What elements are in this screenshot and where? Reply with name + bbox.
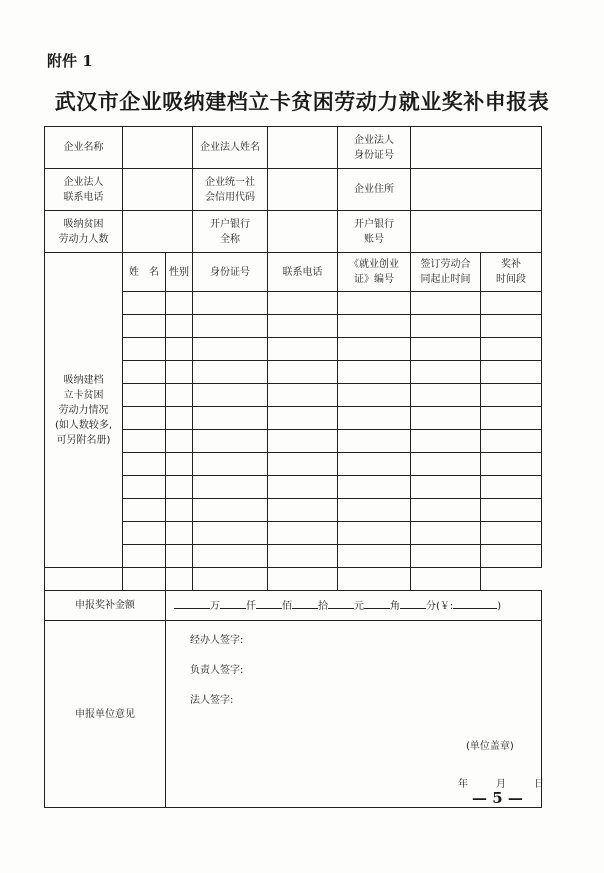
worker-cell[interactable] [268, 453, 338, 476]
blank-total[interactable] [453, 598, 497, 609]
worker-cell[interactable] [268, 315, 338, 338]
worker-cell[interactable] [481, 476, 542, 499]
worker-cell[interactable] [123, 499, 166, 522]
worker-cell[interactable] [123, 430, 166, 453]
worker-cell[interactable] [123, 292, 166, 315]
col-subsidy-period: 奖补 时间段 [481, 253, 542, 292]
worker-cell[interactable] [123, 384, 166, 407]
worker-cell[interactable] [193, 453, 268, 476]
worker-cell[interactable] [338, 545, 411, 568]
worker-cell[interactable] [193, 499, 268, 522]
col-phone: 联系电话 [268, 253, 338, 292]
date-month: 月 [496, 779, 506, 790]
form-title: 武汉市企业吸纳建档立卡贫困劳动力就业奖补申报表 [54, 90, 550, 114]
worker-cell[interactable] [481, 338, 542, 361]
blank-yuan[interactable] [328, 598, 354, 609]
worker-cell[interactable] [411, 453, 481, 476]
worker-cell[interactable] [338, 384, 411, 407]
worker-cell[interactable] [193, 407, 268, 430]
info-row [45, 169, 542, 211]
opinion-row [45, 621, 542, 808]
worker-cell[interactable] [268, 384, 338, 407]
worker-cell[interactable] [481, 315, 542, 338]
worker-cell[interactable] [193, 361, 268, 384]
worker-cell[interactable] [338, 499, 411, 522]
date-day: 日 [534, 779, 544, 790]
legal-person-phone-field[interactable] [123, 169, 193, 211]
col-name: 姓 名 [123, 253, 166, 292]
responsible-signature-label: 负责人签字: [190, 665, 244, 676]
worker-cell[interactable] [338, 568, 411, 591]
blank-fen[interactable] [400, 598, 426, 609]
worker-cell[interactable] [268, 545, 338, 568]
application-form-table [44, 126, 542, 808]
worker-cell[interactable] [411, 407, 481, 430]
worker-cell[interactable] [193, 545, 268, 568]
label-worker-count: 吸纳贫困 劳动力人数 [45, 211, 123, 253]
unit-seal-label: (单位盖章) [466, 741, 514, 752]
worker-cell[interactable] [338, 338, 411, 361]
worker-cell[interactable] [481, 292, 542, 315]
subsidy-amount-field[interactable] [166, 591, 542, 621]
worker-cell[interactable] [481, 430, 542, 453]
worker-cell[interactable] [123, 476, 166, 499]
info-row [45, 127, 542, 169]
worker-cell[interactable] [268, 476, 338, 499]
worker-cell[interactable] [411, 499, 481, 522]
worker-cell[interactable] [166, 522, 193, 545]
worker-cell[interactable] [411, 545, 481, 568]
label-legal-person-name: 企业法人姓名 [193, 127, 268, 169]
worker-cell[interactable] [338, 430, 411, 453]
worker-cell[interactable] [411, 384, 481, 407]
worker-cell[interactable] [338, 315, 411, 338]
worker-cell[interactable] [123, 545, 166, 568]
worker-cell[interactable] [411, 361, 481, 384]
worker-cell[interactable] [193, 338, 268, 361]
blank-jiao[interactable] [364, 598, 390, 609]
unit-bai: 佰 [282, 600, 292, 612]
worker-cell[interactable] [338, 292, 411, 315]
worker-cell[interactable] [338, 453, 411, 476]
label-workers-section: 吸纳建档 立卡贫困 劳动力情况 (如人数较多, 可另附名册) [45, 253, 123, 568]
worker-cell[interactable] [123, 453, 166, 476]
worker-cell[interactable] [166, 430, 193, 453]
worker-cell[interactable] [193, 430, 268, 453]
worker-cell[interactable] [166, 476, 193, 499]
label-legal-person-id: 企业法人 身份证号 [338, 127, 411, 169]
blank-shi[interactable] [292, 598, 318, 609]
worker-cell[interactable] [268, 407, 338, 430]
attachment-label: 附件 1 [47, 52, 93, 70]
worker-cell[interactable] [123, 315, 166, 338]
worker-cell[interactable] [193, 476, 268, 499]
worker-cell[interactable] [268, 361, 338, 384]
legal-person-name-field[interactable] [268, 127, 338, 169]
worker-cell[interactable] [268, 499, 338, 522]
unit-yuan: 元 [354, 600, 364, 612]
worker-cell[interactable] [166, 292, 193, 315]
unit-opinion-area[interactable] [166, 621, 542, 808]
worker-cell[interactable] [338, 407, 411, 430]
worker-cell[interactable] [411, 568, 481, 591]
worker-cell[interactable] [268, 430, 338, 453]
worker-cell[interactable] [411, 338, 481, 361]
worker-cell[interactable] [481, 361, 542, 384]
unit-qian: 仟 [246, 600, 256, 612]
amount-row [45, 591, 542, 621]
worker-cell[interactable] [193, 568, 268, 591]
worker-cell[interactable] [268, 522, 338, 545]
unit-shi: 拾 [318, 600, 328, 612]
blank-wan[interactable] [174, 598, 210, 609]
label-company-name: 企业名称 [45, 127, 123, 169]
worker-cell[interactable] [193, 292, 268, 315]
col-employment-cert: 《就业创业 证》编号 [338, 253, 411, 292]
worker-cell[interactable] [166, 545, 193, 568]
worker-cell[interactable] [481, 453, 542, 476]
worker-cell[interactable] [123, 407, 166, 430]
info-row [45, 211, 542, 253]
legal-person-id-field[interactable] [411, 127, 542, 169]
date-year: 年 [458, 779, 468, 790]
col-id-number: 身份证号 [193, 253, 268, 292]
worker-cell[interactable] [411, 522, 481, 545]
col-gender: 性别 [166, 253, 193, 292]
unit-fen: 分(￥: [426, 600, 454, 612]
worker-cell[interactable] [166, 453, 193, 476]
worker-cell[interactable] [166, 361, 193, 384]
unit-jiao: 角 [390, 600, 400, 612]
worker-cell[interactable] [481, 522, 542, 545]
worker-cell[interactable] [481, 407, 542, 430]
worker-cell[interactable] [123, 361, 166, 384]
worker-cell[interactable] [45, 568, 123, 591]
bank-name-field[interactable] [268, 211, 338, 253]
worker-cell[interactable] [166, 384, 193, 407]
blank-bai[interactable] [256, 598, 282, 609]
worker-cell[interactable] [166, 315, 193, 338]
worker-cell[interactable] [481, 545, 542, 568]
worker-row [45, 568, 542, 591]
label-unit-opinion: 申报单位意见 [45, 621, 166, 808]
worker-cell[interactable] [338, 361, 411, 384]
worker-cell[interactable] [268, 338, 338, 361]
worker-cell[interactable] [411, 430, 481, 453]
credit-code-field[interactable] [268, 169, 338, 211]
label-bank-account: 开户银行 账号 [338, 211, 411, 253]
label-subsidy-amount: 申报奖补金额 [45, 591, 166, 621]
worker-cell[interactable] [193, 522, 268, 545]
worker-cell[interactable] [166, 338, 193, 361]
worker-cell[interactable] [338, 522, 411, 545]
blank-qian[interactable] [220, 598, 246, 609]
company-address-field[interactable] [411, 169, 542, 211]
label-company-address: 企业住所 [338, 169, 411, 211]
worker-cell[interactable] [166, 499, 193, 522]
worker-cell[interactable] [268, 292, 338, 315]
company-name-field[interactable] [123, 127, 193, 169]
worker-cell[interactable] [411, 476, 481, 499]
bank-account-field[interactable] [411, 211, 542, 253]
unit-wan: 万 [210, 600, 220, 612]
worker-cell[interactable] [481, 384, 542, 407]
page-number: — 5 — [472, 789, 523, 807]
worker-table-header [45, 253, 542, 292]
legal-person-signature-label: 法人签字: [190, 695, 234, 706]
worker-cell[interactable] [411, 315, 481, 338]
worker-cell[interactable] [268, 568, 338, 591]
label-credit-code: 企业统一社 会信用代码 [193, 169, 268, 211]
worker-cell[interactable] [481, 499, 542, 522]
handler-signature-label: 经办人签字: [190, 635, 244, 646]
worker-cell[interactable] [123, 568, 166, 591]
label-bank-name: 开户银行 全称 [193, 211, 268, 253]
worker-cell[interactable] [193, 384, 268, 407]
worker-cell[interactable] [123, 522, 166, 545]
worker-cell[interactable] [411, 292, 481, 315]
worker-cell[interactable] [166, 407, 193, 430]
label-legal-person-phone: 企业法人 联系电话 [45, 169, 123, 211]
worker-cell[interactable] [166, 568, 193, 591]
worker-cell[interactable] [193, 315, 268, 338]
worker-count-field[interactable] [123, 211, 193, 253]
worker-cell[interactable] [123, 338, 166, 361]
unit-close: ) [497, 600, 502, 612]
worker-cell[interactable] [338, 476, 411, 499]
col-contract-period: 签订劳动合 同起止时间 [411, 253, 481, 292]
